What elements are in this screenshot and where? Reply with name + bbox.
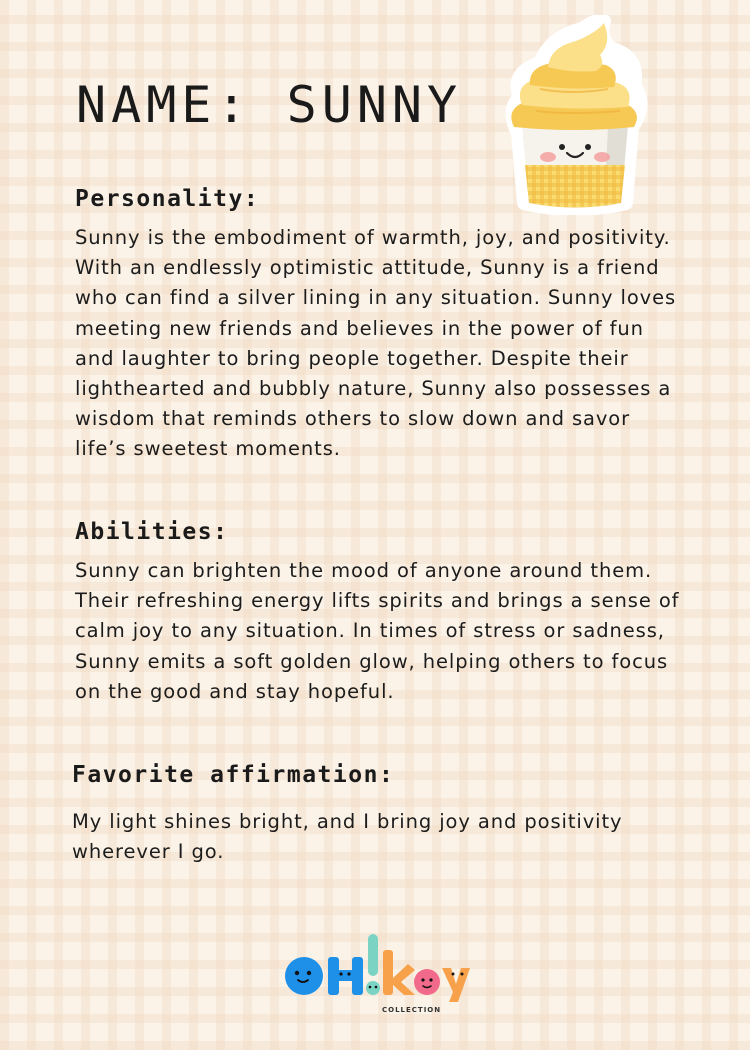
abilities-heading: Abilities: — [75, 519, 229, 545]
cupcake-mascot-icon — [500, 15, 650, 215]
svg-text:COLLECTION: COLLECTION — [382, 1006, 442, 1014]
affirmation-heading: Favorite affirmation: — [72, 762, 395, 788]
character-name-title: NAME: SUNNY — [76, 76, 463, 134]
abilities-text: Sunny can brighten the mood of anyone around them. Their refreshing energy lifts spirits and brings a sense of calm joy to any situation. In times of stress or sadness, Sunny emits a soft golden glow, helping others to focus on the good and stay hopeful. — [75, 559, 680, 703]
personality-text: Sunny is the embodiment of warmth, joy, and positivity. With an endlessly optimistic attitude, Sunny is a friend who can find a silver lining in any situation. Sunny loves meeting new friends and believes in the power of fun and laughter to bring people together. Despite their lighthearted and bubbly nature, Sunny also possesses a wisdom that reminds others to slow down and savor life’s sweetest moments. — [75, 226, 677, 461]
affirmation-text: My light shines bright, and I bring joy and positivity wherever I go. — [72, 810, 623, 864]
ohkay-collection-logo — [282, 930, 472, 1020]
personality-heading: Personality: — [75, 186, 260, 212]
